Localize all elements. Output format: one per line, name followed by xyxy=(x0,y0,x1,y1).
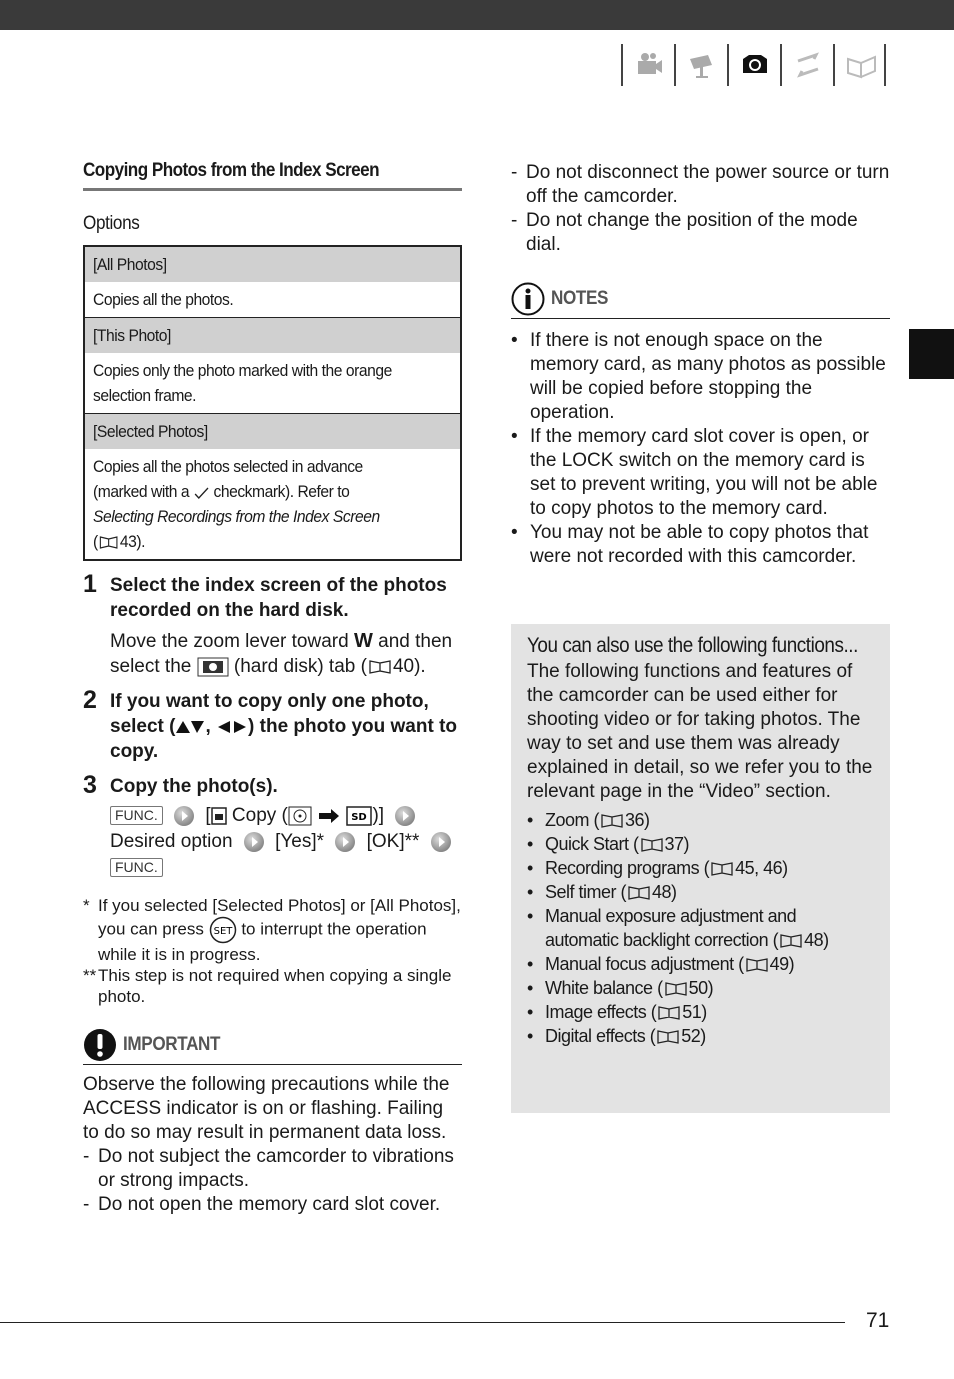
book-icon xyxy=(845,49,879,81)
footer-rule xyxy=(0,1322,845,1323)
related-functions-box xyxy=(511,624,890,1113)
set-button-icon xyxy=(209,916,237,944)
book-icon xyxy=(780,933,802,948)
important-text: Observe the following precautions while the ACCESS indicator is on or flashing. Failing to do so may result in permanent data loss. xyxy=(83,1074,450,1143)
next-arrow-icon xyxy=(244,832,264,852)
sd-card-icon xyxy=(346,806,372,826)
table-row xyxy=(84,414,461,450)
hard-disk-tab-icon xyxy=(197,657,229,677)
list-item[interactable]: • Self timer ( 48) xyxy=(527,882,677,902)
left-column xyxy=(83,160,462,1217)
option-name: [All Photos] xyxy=(93,255,167,274)
precaution-item: - Do not change the position of the mode dial. xyxy=(511,210,858,255)
precaution-item: - Do not subject the camcorder to vibrations or strong impacts. xyxy=(83,1146,454,1191)
footnote: ** This step is not required when copying a single photo. xyxy=(83,966,452,1006)
box-text: The following functions and features of the camcorder can be used either for shooting video or for taking photos. The way to set and use them was already explained in detail, so we refer you to the relevant page in the “Video” section. xyxy=(527,661,873,802)
book-icon xyxy=(628,885,650,900)
notes-label: NOTES xyxy=(551,287,609,309)
step-2 xyxy=(83,686,462,764)
svg-text:SD: SD xyxy=(351,811,368,823)
page-reference[interactable]: 40). xyxy=(392,656,426,677)
list-item: • If there is not enough space on the memory card, as many photos as possible will be copied before stopping the operation. xyxy=(511,330,886,423)
tab-video[interactable] xyxy=(674,44,727,86)
table-row xyxy=(84,353,461,414)
next-arrow-icon xyxy=(395,806,415,826)
step-body: Move the zoom lever toward W and then select the (hard disk) tab ( 40). xyxy=(110,630,453,677)
hdd-icon xyxy=(288,806,312,826)
book-icon xyxy=(657,1029,679,1044)
option-name: [This Photo] xyxy=(93,326,171,345)
cross-reference[interactable]: Selecting Recordings from the Index Screen xyxy=(93,507,380,526)
option-description: Copies all the photos selected in advance xyxy=(93,457,363,476)
list-item[interactable]: • Manual exposure adjustment and automatic backlight correction ( 48) xyxy=(527,906,829,950)
book-icon xyxy=(665,981,687,996)
book-icon xyxy=(100,535,118,549)
options-table xyxy=(83,245,462,561)
next-arrow-icon xyxy=(174,806,194,826)
section-rule xyxy=(83,188,462,191)
book-icon xyxy=(601,813,623,828)
box-title: You can also use the following functions... xyxy=(527,634,858,657)
important-icon xyxy=(83,1028,117,1062)
footnotes xyxy=(83,895,462,1007)
movie-camera-icon xyxy=(633,49,665,81)
section-title: Copying Photos from the Index Screen xyxy=(83,160,380,181)
zoom-w-label: W xyxy=(353,630,373,652)
table-row xyxy=(84,246,461,282)
up-down-arrows-icon xyxy=(175,719,205,735)
top-bar xyxy=(0,0,954,30)
option-description: Copies only the photo marked with the orange xyxy=(93,361,392,380)
options-title: Options xyxy=(83,213,140,234)
step-1 xyxy=(83,570,462,679)
photo-camera-icon xyxy=(739,49,771,81)
list-item[interactable]: • White balance ( 50) xyxy=(527,978,714,998)
step-body: FUNC. [ Copy ( SD )] Desired option [Yes]* [OK]** FUNC. xyxy=(110,803,462,881)
precaution-item: - Do not disconnect the power source or turn off the camcorder. xyxy=(511,162,890,207)
tab-transfer[interactable] xyxy=(780,44,833,86)
func-button[interactable]: FUNC. xyxy=(110,806,163,825)
list-item: • You may not be able to copy photos that were not recorded with this camcorder. xyxy=(511,522,869,567)
list-item[interactable]: • Zoom ( 36) xyxy=(527,810,650,830)
option-description: (marked with a xyxy=(93,482,190,501)
next-arrow-icon xyxy=(431,832,451,852)
book-icon xyxy=(369,659,391,674)
tab-book[interactable] xyxy=(833,44,886,86)
important-label: IMPORTANT xyxy=(123,1033,221,1055)
step-title: If you want to copy only one photo, select ( , ) the photo you want to copy. xyxy=(110,691,458,762)
book-icon xyxy=(746,957,768,972)
table-row xyxy=(84,449,461,560)
photo-mode-icon xyxy=(211,807,227,825)
tab-photo[interactable] xyxy=(727,44,780,86)
notes-list xyxy=(511,329,890,569)
list-item[interactable]: • Recording programs ( 45, 46) xyxy=(527,858,788,878)
precaution-item: - Do not open the memory card slot cover. xyxy=(83,1194,441,1215)
func-button[interactable]: FUNC. xyxy=(110,858,163,877)
book-icon xyxy=(658,1005,680,1020)
step-title: Select the index screen of the photos recorded on the hard disk. xyxy=(110,575,447,621)
left-right-arrows-icon xyxy=(216,719,248,735)
video-icon xyxy=(686,49,718,81)
list-item: • If the memory card slot cover is open, or the LOCK switch on the memory card is set to prevent writing, you will not be able to copy photos to the memory card. xyxy=(511,426,878,519)
step-number: 1 xyxy=(83,570,97,598)
transfer-icon xyxy=(792,49,824,81)
step-number: 2 xyxy=(83,686,97,714)
page-number: 71 xyxy=(866,1309,890,1332)
notes-header xyxy=(511,281,890,319)
option-name: [Selected Photos] xyxy=(93,422,208,441)
table-row xyxy=(84,282,461,318)
step-3 xyxy=(83,771,462,881)
right-column xyxy=(511,160,890,569)
tab-movie[interactable] xyxy=(621,44,674,86)
checkmark-icon xyxy=(193,486,210,500)
option-description: ( xyxy=(93,532,98,551)
chapter-side-tab xyxy=(909,329,954,379)
function-list xyxy=(527,808,874,1048)
table-row xyxy=(84,318,461,354)
book-icon xyxy=(711,861,733,876)
list-item[interactable]: • Image effects ( 51) xyxy=(527,1002,707,1022)
step-number: 3 xyxy=(83,771,97,799)
info-icon xyxy=(511,282,545,316)
list-item[interactable]: • Digital effects ( 52) xyxy=(527,1026,706,1046)
option-description: Copies all the photos. xyxy=(93,290,234,309)
chapter-tabs xyxy=(621,44,886,86)
important-header xyxy=(83,1027,462,1065)
step-title: Copy the photo(s). xyxy=(110,776,278,797)
list-item[interactable]: • Manual focus adjustment ( 49) xyxy=(527,954,795,974)
copy-arrow-icon xyxy=(317,808,341,824)
next-arrow-icon xyxy=(335,832,355,852)
list-item[interactable]: • Quick Start ( 37) xyxy=(527,834,690,854)
page-reference[interactable]: 43). xyxy=(119,532,145,551)
footnote: * If you selected [Selected Photos] or [All Photos], you can press SET to interrupt the operation while it is in progress. xyxy=(83,896,461,964)
book-icon xyxy=(641,837,663,852)
option-description: selection frame. xyxy=(93,386,197,405)
option-description: checkmark). Refer to xyxy=(213,482,350,501)
svg-text:SET: SET xyxy=(213,926,232,937)
